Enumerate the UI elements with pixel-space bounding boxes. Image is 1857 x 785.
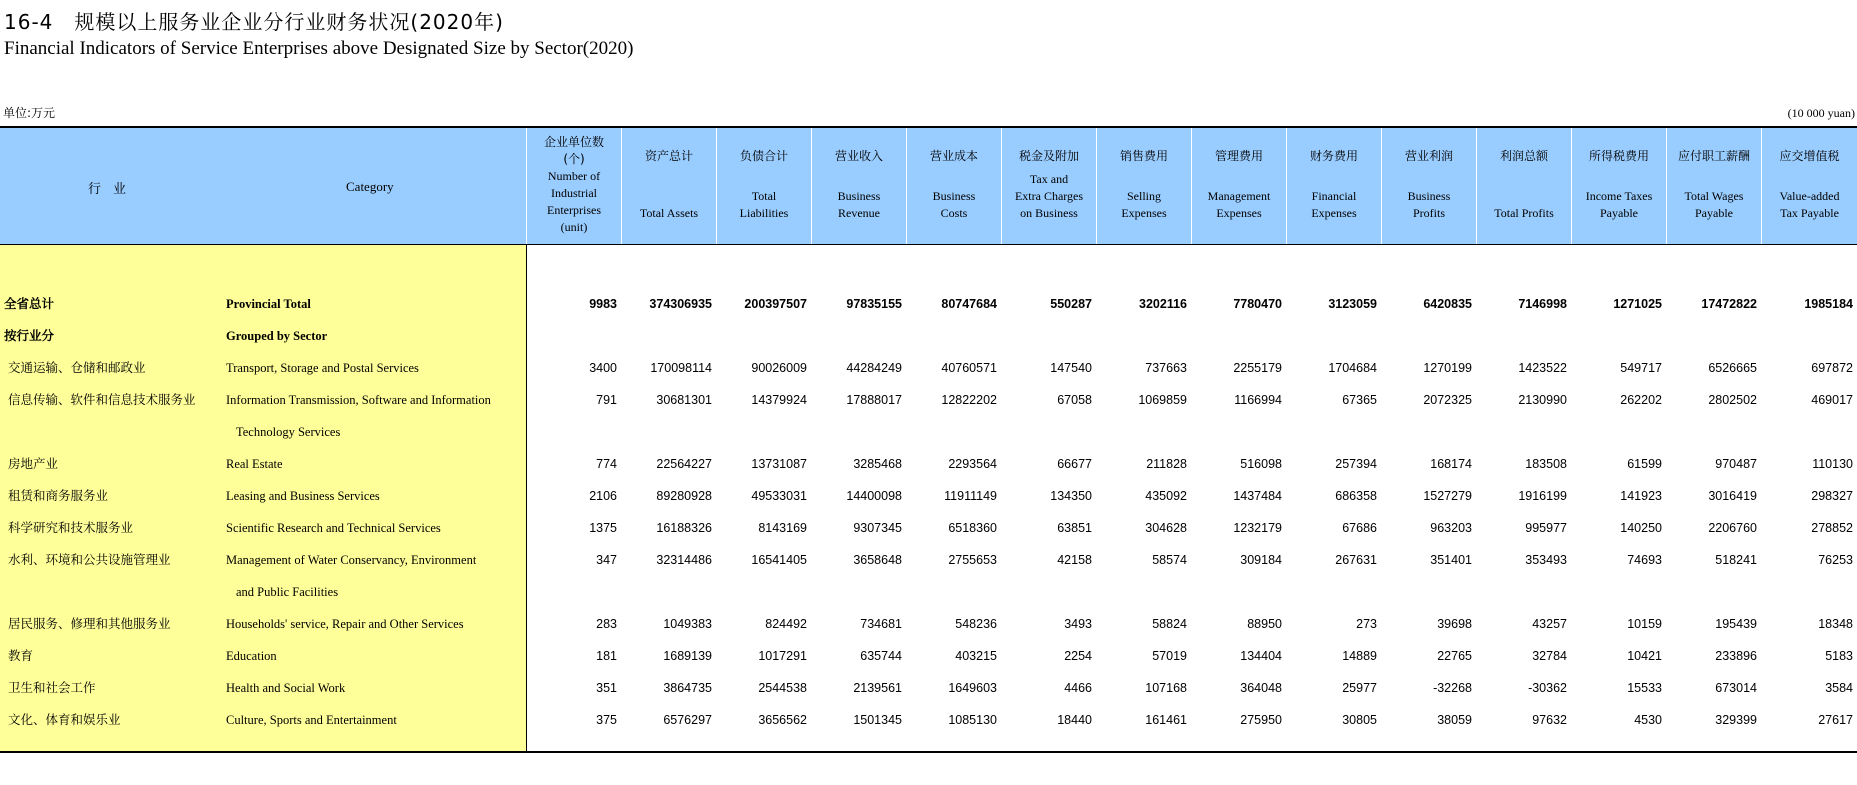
header-column-en-line: Total Profits	[1494, 206, 1554, 220]
row-value: 134350	[1050, 489, 1092, 503]
row-value: 10421	[1627, 649, 1662, 663]
row-value: 275950	[1240, 713, 1282, 727]
header-column-cn: 应付职工薪酬	[1677, 149, 1750, 163]
header-column-cn: 利润总额	[1499, 149, 1548, 163]
row-value: 435092	[1145, 489, 1187, 503]
header-column-cell	[1666, 128, 1761, 244]
header-column-en-line: Payable	[1695, 206, 1733, 220]
header-enterprises-text	[527, 134, 621, 236]
row-value: 267631	[1335, 553, 1377, 567]
row-value: 1916199	[1518, 489, 1567, 503]
row-value: 375	[596, 713, 617, 727]
row-value: 3493	[1064, 617, 1092, 631]
header-column-cell	[1001, 128, 1096, 244]
row-value: 30681301	[656, 393, 712, 407]
row-category-en: Provincial Total	[226, 297, 311, 311]
table-row	[0, 672, 1857, 704]
row-value: 11911149	[944, 489, 997, 503]
row-category-en: Leasing and Business Services	[226, 489, 380, 503]
row-value: 57019	[1152, 649, 1187, 663]
header-column-cell	[1381, 128, 1476, 244]
header-column-cell	[1761, 128, 1857, 244]
row-value: 5183	[1825, 649, 1853, 663]
row-value: 32784	[1532, 649, 1567, 663]
header-column-cn: 资产总计	[644, 149, 693, 163]
row-value: 995977	[1525, 521, 1567, 535]
row-value: 58824	[1152, 617, 1187, 631]
header-column-cn: 销售费用	[1119, 149, 1168, 163]
header-column-en	[1477, 205, 1571, 222]
header-column-en	[1762, 188, 1857, 222]
row-value: 2755653	[948, 553, 997, 567]
data-table	[0, 126, 1857, 753]
row-value: 549717	[1620, 361, 1662, 375]
row-value: 734681	[860, 617, 902, 631]
row-value: 22564227	[656, 457, 712, 471]
row-value: 89280928	[656, 489, 712, 503]
row-value: 67365	[1342, 393, 1377, 407]
header-column-en-line: Total Assets	[639, 206, 699, 220]
table-row	[0, 288, 1857, 320]
row-value: 4466	[1064, 681, 1092, 695]
row-value: 6420835	[1423, 297, 1472, 311]
row-value: 27617	[1818, 713, 1853, 727]
table-row	[0, 640, 1857, 672]
header-column-en-line: Income Taxes	[1585, 189, 1653, 203]
row-value: 110130	[1812, 457, 1853, 471]
header-column-cn: 管理费用	[1214, 149, 1263, 163]
header-column-en-line: Payable	[1600, 206, 1638, 220]
row-category-cn: 全省总计	[4, 296, 55, 311]
row-value: 298327	[1811, 489, 1853, 503]
header-column-en-line: Liabilities	[739, 206, 789, 220]
table-row	[0, 544, 1857, 599]
header-column-cell	[1191, 128, 1286, 244]
table-row	[0, 704, 1857, 736]
header-enterprises-en-line: Enterprises	[547, 203, 601, 217]
row-category-cn: 卫生和社会工作	[8, 680, 96, 695]
unit-label-en: (10 000 yuan)	[1787, 106, 1855, 120]
header-column-en-line: Expenses	[1121, 206, 1167, 220]
table-row	[0, 448, 1857, 480]
header-column-en	[1097, 188, 1191, 222]
row-category-en: Health and Social Work	[226, 681, 346, 695]
row-category-en: Grouped by Sector	[226, 329, 328, 343]
header-column-en-line: Management	[1207, 189, 1271, 203]
header-column-en-line: Profits	[1412, 206, 1445, 220]
row-value: 233896	[1715, 649, 1757, 663]
row-value: 16541405	[751, 553, 807, 567]
row-value: 257394	[1335, 457, 1377, 471]
table-header	[0, 128, 1857, 245]
row-value: 516098	[1240, 457, 1282, 471]
row-value: 107168	[1145, 681, 1187, 695]
row-value: 15533	[1627, 681, 1662, 695]
header-column-en	[622, 205, 716, 222]
row-value: 353493	[1525, 553, 1567, 567]
row-category-en-continued: and Public Facilities	[236, 585, 339, 599]
table-row	[0, 384, 1857, 439]
row-value: 168174	[1430, 457, 1472, 471]
row-value: 1437484	[1233, 489, 1282, 503]
row-value: 2254	[1064, 649, 1092, 663]
row-value: 1704684	[1328, 361, 1377, 375]
row-value: 6576297	[663, 713, 712, 727]
row-value: 1649603	[948, 681, 997, 695]
header-column-en-line: on Business	[1020, 206, 1078, 220]
table-row	[0, 320, 1857, 352]
header-column-cn: 财务费用	[1309, 149, 1358, 163]
row-category-cn: 交通运输、仓储和邮政业	[8, 360, 146, 375]
row-value: 548236	[955, 617, 997, 631]
header-column-cell	[716, 128, 811, 244]
row-value: 42158	[1057, 553, 1092, 567]
header-enterprises-cell	[526, 128, 621, 244]
header-column-en-line: Costs	[940, 206, 968, 220]
row-value: 351	[596, 681, 617, 695]
table-row	[0, 480, 1857, 512]
row-value: 1017291	[758, 649, 807, 663]
table-row	[0, 512, 1857, 544]
table-row	[0, 608, 1857, 640]
row-value: 16188326	[656, 521, 712, 535]
row-value: 774	[596, 457, 617, 471]
row-value: 364048	[1240, 681, 1282, 695]
row-value: 195439	[1715, 617, 1757, 631]
header-column-cn: 所得税费用	[1588, 149, 1649, 163]
row-value: 44284249	[846, 361, 902, 375]
row-value: 673014	[1715, 681, 1757, 695]
row-category-en: Real Estate	[226, 457, 283, 471]
row-value: 970487	[1715, 457, 1757, 471]
row-value: 18348	[1818, 617, 1853, 631]
row-value: 697872	[1811, 361, 1853, 375]
row-value: 3658648	[853, 553, 902, 567]
row-value: 67058	[1057, 393, 1092, 407]
row-value: 67686	[1342, 521, 1377, 535]
header-column-cn: 营业利润	[1404, 149, 1453, 163]
row-category-cn: 按行业分	[4, 328, 55, 343]
row-value: 273	[1356, 617, 1377, 631]
header-enterprises-unit-cn: (个)	[563, 152, 585, 166]
row-value: 9983	[589, 297, 617, 311]
header-column-en	[1382, 188, 1476, 222]
row-value: 14889	[1342, 649, 1377, 663]
unit-label-cn: 单位:万元	[3, 106, 56, 120]
row-value: 66677	[1057, 457, 1092, 471]
row-value: 88950	[1247, 617, 1282, 631]
row-value: 147540	[1050, 361, 1092, 375]
row-category-cn: 教育	[8, 648, 34, 663]
row-value: 170098114	[650, 361, 712, 375]
header-column-en	[1192, 188, 1286, 222]
row-category-cn: 文化、体育和娱乐业	[8, 712, 121, 727]
header-column-en-line: Financial	[1311, 189, 1357, 203]
row-value: 3864735	[663, 681, 712, 695]
row-value: 309184	[1240, 553, 1282, 567]
row-value: 1069859	[1138, 393, 1187, 407]
row-value: 1985184	[1804, 297, 1853, 311]
header-column-cell	[1286, 128, 1381, 244]
row-value: 10159	[1627, 617, 1662, 631]
row-value: 3285468	[853, 457, 902, 471]
row-value: 90026009	[751, 361, 807, 375]
row-value: 140250	[1620, 521, 1662, 535]
row-value: 183508	[1525, 457, 1567, 471]
header-column-en-line: Selling	[1126, 189, 1161, 203]
row-value: 17888017	[846, 393, 902, 407]
row-value: 49533031	[751, 489, 807, 503]
row-category-en: Culture, Sports and Entertainment	[226, 713, 397, 727]
row-value: 12822202	[941, 393, 997, 407]
row-category-en: Households' service, Repair and Other Services	[226, 617, 464, 631]
row-value: 1232179	[1233, 521, 1282, 535]
row-value: 14400098	[846, 489, 902, 503]
row-value: 824492	[765, 617, 807, 631]
row-value: 1049383	[663, 617, 712, 631]
row-category-en-continued: Technology Services	[236, 425, 341, 439]
row-value: 200397507	[744, 297, 807, 311]
row-value: 1375	[589, 521, 617, 535]
row-value: 550287	[1050, 297, 1092, 311]
row-value: 686358	[1335, 489, 1377, 503]
row-category-en: Management of Water Conservancy, Environment	[226, 553, 477, 567]
header-column-cn: 营业成本	[929, 149, 978, 163]
header-column-en	[1002, 171, 1096, 222]
page-title-en: Financial Indicators of Service Enterprises above Designated Size by Sector(2020)	[4, 38, 634, 59]
header-column-cell	[1571, 128, 1666, 244]
row-value: 63851	[1057, 521, 1092, 535]
row-value: 80747684	[941, 297, 997, 311]
row-value: 40760571	[941, 361, 997, 375]
row-value: 134404	[1240, 649, 1282, 663]
row-value: 2255179	[1233, 361, 1282, 375]
row-value: 262202	[1620, 393, 1662, 407]
header-column-en	[812, 188, 906, 222]
row-value: 1166994	[1234, 393, 1282, 407]
header-enterprises-en-line: Number of	[547, 169, 601, 183]
row-value: 347	[596, 553, 617, 567]
row-value: 2106	[589, 489, 617, 503]
row-value: 32314486	[656, 553, 712, 567]
row-value: 3016419	[1708, 489, 1757, 503]
row-value: 1501345	[853, 713, 902, 727]
row-value: 2072325	[1423, 393, 1472, 407]
header-column-en-line: Business	[837, 189, 881, 203]
row-value: 469017	[1811, 393, 1853, 407]
row-value: 1689139	[663, 649, 712, 663]
row-value: 61599	[1627, 457, 1662, 471]
header-sector-cn: 行业	[88, 182, 139, 197]
row-category-cn: 居民服务、修理和其他服务业	[8, 616, 171, 631]
row-category-en: Transport, Storage and Postal Services	[226, 361, 419, 375]
row-value: 3584	[1825, 681, 1853, 695]
header-column-en-line: Value-added	[1779, 189, 1840, 203]
row-value: 7780470	[1233, 297, 1282, 311]
row-value: 963203	[1430, 521, 1472, 535]
header-column-en-line: Total Wages	[1684, 189, 1744, 203]
row-category-en: Information Transmission, Software and Information	[226, 393, 491, 407]
row-value: 329399	[1715, 713, 1757, 727]
row-value: 14379924	[751, 393, 807, 407]
row-value: 374306935	[649, 297, 712, 311]
header-enterprises-en-line: Industrial	[551, 186, 597, 200]
row-value: 38059	[1437, 713, 1472, 727]
row-value: 17472822	[1701, 297, 1757, 311]
row-category-en: Scientific Research and Technical Services	[226, 521, 441, 535]
row-value: 2206760	[1708, 521, 1757, 535]
header-column-en-line: Total	[751, 189, 777, 203]
row-value: 6518360	[948, 521, 997, 535]
header-column-en	[1287, 188, 1381, 222]
row-category-cn: 科学研究和技术服务业	[8, 520, 134, 535]
header-column-en-line: Revenue	[838, 206, 880, 220]
page-title-cn: 16-4 规模以上服务业企业分行业财务状况(2020年)	[4, 10, 504, 34]
row-value: 283	[596, 617, 617, 631]
row-value: 2130990	[1518, 393, 1567, 407]
header-column-cell	[1476, 128, 1571, 244]
header-column-cn: 营业收入	[834, 149, 883, 163]
header-enterprises-cn: 企业单位数	[543, 135, 604, 149]
row-value: 278852	[1811, 521, 1853, 535]
row-value: 39698	[1437, 617, 1472, 631]
header-column-cell	[906, 128, 1001, 244]
row-category-cn: 房地产业	[8, 456, 59, 471]
row-value: 9307345	[853, 521, 902, 535]
row-value: 1270199	[1423, 361, 1472, 375]
row-value: 3656562	[758, 713, 807, 727]
row-value: 76253	[1818, 553, 1853, 567]
row-value: 635744	[860, 649, 902, 663]
row-value: 97632	[1532, 713, 1567, 727]
header-column-cell	[811, 128, 906, 244]
row-value: 25977	[1342, 681, 1377, 695]
row-value: 2544538	[758, 681, 807, 695]
header-sector-en: Category	[346, 179, 394, 194]
row-value: 518241	[1715, 553, 1757, 567]
row-value: 2293564	[948, 457, 997, 471]
row-category-cn: 水利、环境和公共设施管理业	[8, 552, 171, 567]
row-category-cn: 租赁和商务服务业	[8, 488, 109, 503]
header-column-cell	[1096, 128, 1191, 244]
row-value: 4530	[1634, 713, 1662, 727]
header-column-en-line: Expenses	[1311, 206, 1357, 220]
header-column-en	[1572, 188, 1666, 222]
header-enterprises-en-line: (unit)	[560, 220, 588, 234]
row-value: 6526665	[1708, 361, 1757, 375]
row-value: 1085130	[948, 713, 997, 727]
header-column-cn: 税金及附加	[1018, 149, 1079, 163]
row-category-cn: 信息传输、软件和信息技术服务业	[8, 392, 196, 407]
row-value: 8143169	[758, 521, 807, 535]
row-value: 3202116	[1139, 297, 1187, 311]
header-column-en	[1667, 188, 1761, 222]
row-category-en: Education	[226, 649, 277, 663]
header-column-cn: 应交增值税	[1779, 149, 1840, 163]
row-value: 737663	[1145, 361, 1187, 375]
row-value: 97835155	[846, 297, 902, 311]
row-value: 403215	[955, 649, 997, 663]
row-value: 13731087	[751, 457, 807, 471]
row-value: 304628	[1145, 521, 1187, 535]
row-value: 211828	[1146, 457, 1187, 471]
row-value: 58574	[1152, 553, 1187, 567]
row-value: -32268	[1433, 681, 1472, 695]
row-value: 30805	[1342, 713, 1377, 727]
row-value: 351401	[1430, 553, 1472, 567]
header-column-cn: 负债合计	[739, 149, 788, 163]
row-value: 1423522	[1518, 361, 1567, 375]
row-value: -30362	[1528, 681, 1567, 695]
row-value: 791	[596, 393, 617, 407]
row-value: 1527279	[1423, 489, 1472, 503]
row-value: 74693	[1627, 553, 1662, 567]
row-value: 141923	[1620, 489, 1662, 503]
row-value: 18440	[1057, 713, 1092, 727]
header-column-cell	[621, 128, 716, 244]
row-value: 3123059	[1328, 297, 1377, 311]
row-value: 2802502	[1708, 393, 1757, 407]
header-column-en	[717, 188, 811, 222]
row-value: 161461	[1145, 713, 1187, 727]
header-column-en-line: Tax and	[1029, 172, 1069, 186]
header-column-en-line: Expenses	[1216, 206, 1262, 220]
row-value: 3400	[589, 361, 617, 375]
table-row	[0, 352, 1857, 384]
row-value: 43257	[1532, 617, 1567, 631]
header-column-en-line: Business	[1407, 189, 1451, 203]
row-value: 2139561	[853, 681, 902, 695]
row-value: 22765	[1437, 649, 1472, 663]
header-column-en	[907, 188, 1001, 222]
row-value: 1271025	[1613, 297, 1662, 311]
row-value: 7146998	[1518, 297, 1567, 311]
header-column-en-line: Extra Charges	[1014, 189, 1084, 203]
header-column-en-line: Tax Payable	[1780, 206, 1839, 220]
header-column-en-line: Business	[932, 189, 976, 203]
header-sector-cell	[0, 128, 526, 244]
row-value: 181	[596, 649, 617, 663]
